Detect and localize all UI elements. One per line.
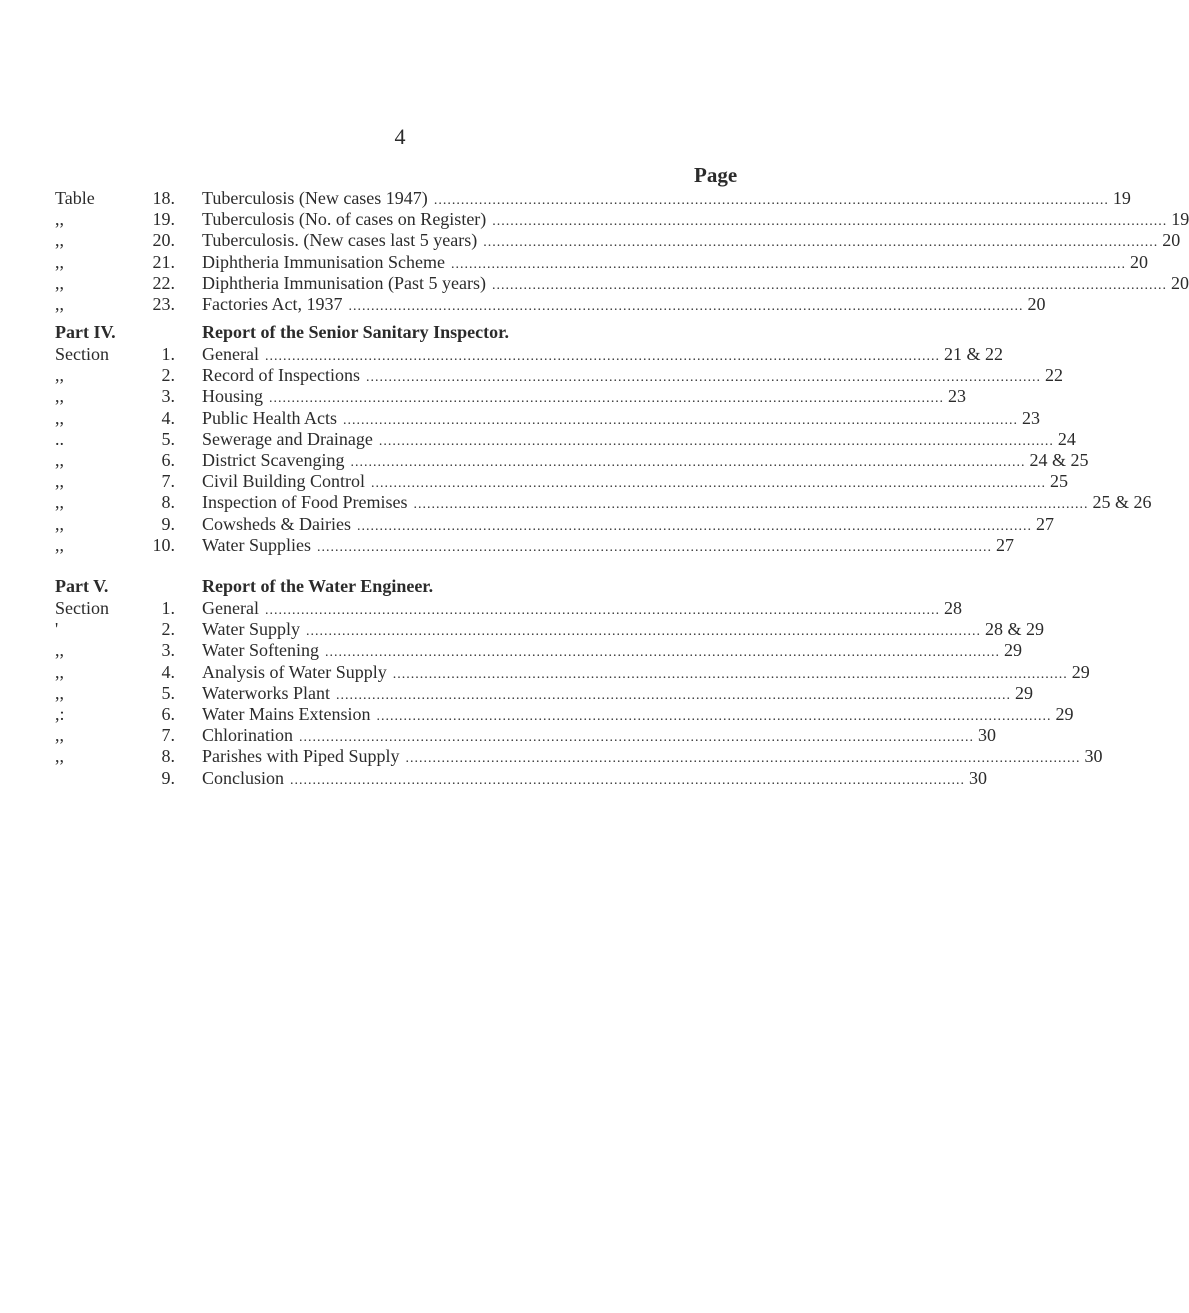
entry-title: Tuberculosis (New cases 1947) [202, 188, 428, 208]
entry-page: 20 [1027, 293, 1046, 314]
dot-leader: ...................................................................................................................................................... [392, 666, 1068, 682]
entry-label: ' [55, 619, 59, 640]
dot-leader: ...................................................................................................................................................... [450, 256, 1126, 272]
entry-label: ,, [55, 682, 64, 703]
entry-title: General [202, 598, 259, 618]
entry-page: 29 [1015, 682, 1034, 703]
entry-label: ,, [55, 365, 64, 386]
entry-title: Tuberculosis (No. of cases on Register) [202, 209, 487, 230]
entry-line [202, 188, 1131, 211]
dot-leader: ...................................................................................................................................................... [405, 751, 1081, 767]
entry-title: Conclusion [202, 767, 285, 788]
toc-entry [55, 344, 1003, 365]
entry-label: Section [55, 598, 109, 618]
dot-leader: ...................................................................................................................................................... [356, 518, 1032, 534]
entry-label: ,, [55, 449, 64, 470]
entry-label: ,, [55, 230, 64, 251]
part-v-heading-row [55, 574, 745, 598]
entry-line [202, 471, 1069, 494]
toc-entry [55, 513, 1054, 535]
dot-leader: ...................................................................................................................................................... [378, 433, 1054, 449]
part-label: Part V. [55, 576, 109, 596]
entry-page: 23 [948, 386, 967, 407]
part-v-entries [55, 598, 1103, 789]
toc-entry [55, 640, 1023, 661]
entry-title: Cowsheds & Dairies [202, 513, 351, 534]
entry-number: 6. [161, 449, 175, 470]
dot-leader: ...................................................................................................................................................... [365, 370, 1041, 386]
toc-entry [55, 746, 1103, 767]
entry-label: ,, [55, 640, 64, 661]
entry-title: Analysis of Water Supply [202, 661, 387, 682]
dot-leader: ...................................................................................................................................................... [348, 298, 1024, 314]
entry-label: Table [55, 188, 95, 208]
entry-page: 20 [1170, 272, 1189, 293]
entry-label: ,, [55, 407, 64, 428]
entry-number: 4. [161, 661, 175, 682]
entry-number: 5. [161, 682, 175, 703]
dot-leader: ...................................................................................................................................................... [264, 349, 940, 364]
dot-leader: ...................................................................................................................................................... [325, 645, 1001, 661]
entry-label: ,, [55, 746, 64, 767]
entry-label: ,: [55, 703, 65, 724]
entry-number: 3. [161, 640, 175, 661]
toc-entry [55, 661, 1090, 683]
part-heading: Report of the Senior Sanitary Inspector. [202, 322, 509, 342]
dot-leader: ...................................................................................................................................................... [342, 412, 1018, 428]
entry-line [202, 386, 967, 409]
entry-label: ,, [55, 471, 64, 492]
entry-label: ,, [55, 513, 64, 534]
entry-number: 20. [152, 230, 175, 251]
toc-entry [55, 767, 988, 789]
toc-entry [55, 386, 967, 407]
dot-leader: ...................................................................................................................................................... [491, 277, 1167, 293]
entry-title: Chlorination [202, 725, 293, 746]
entry-line [202, 293, 1046, 317]
entry-page: 19 [1171, 209, 1189, 230]
dot-leader: ...................................................................................................................................................... [376, 708, 1052, 724]
toc-entry [55, 428, 1076, 450]
entry-title: Inspection of Food Premises [202, 492, 408, 513]
entry-line [202, 746, 1103, 769]
entry-page: 25 & 26 [1092, 492, 1152, 513]
entry-label: ,, [55, 251, 64, 272]
entry-page: 30 [978, 725, 996, 746]
entry-line [202, 661, 1090, 685]
entry-number: 23. [152, 293, 175, 314]
entry-page: 24 [1057, 428, 1076, 449]
entry-page: 22 [1044, 365, 1063, 386]
entry-page: 21 & 22 [943, 344, 1003, 364]
entry-number: 2. [161, 365, 175, 386]
entry-title: Tuberculosis. (New cases last 5 years) [202, 230, 478, 251]
entry-page: 25 [1050, 471, 1069, 492]
dot-leader: ...................................................................................................................................................... [290, 772, 966, 788]
entry-title: Factories Act, 1937 [202, 293, 343, 314]
dot-leader: ...................................................................................................................................................... [264, 603, 940, 618]
page-column-header: Page [694, 163, 738, 187]
part-iv-entries [55, 344, 1152, 556]
entry-line [202, 251, 1148, 275]
entry-page: 20 [1129, 251, 1148, 272]
entry-title: Diphtheria Immunisation Scheme [202, 251, 445, 272]
entry-label: ,, [55, 492, 64, 513]
entry-number: 1. [161, 344, 175, 364]
entry-line [202, 272, 1189, 296]
entry-number: 4. [161, 407, 175, 428]
entry-number: 5. [161, 428, 175, 449]
entry-label: .. [55, 428, 64, 449]
dot-leader: ...................................................................................................................................................... [413, 497, 1089, 513]
entry-title: Parishes with Piped Supply [202, 746, 400, 767]
toc-entry [55, 449, 1089, 471]
entry-page: 30 [1084, 746, 1103, 767]
entry-page: 23 [1021, 407, 1040, 428]
toc-entry [55, 703, 1074, 725]
entry-line [202, 365, 1063, 388]
dot-leader: ...................................................................................................................................................... [336, 687, 1012, 703]
entry-line [202, 619, 1045, 642]
entry-line [202, 640, 1023, 663]
entry-number: 2. [161, 619, 175, 640]
entry-line [202, 407, 1040, 431]
toc-entry [55, 725, 996, 746]
entry-page: 29 [1055, 703, 1074, 724]
entry-title: Waterworks Plant [202, 682, 331, 703]
entry-number: 9. [161, 513, 175, 534]
dot-leader: ...................................................................................................................................................... [483, 235, 1159, 251]
entry-number: 21. [152, 251, 175, 272]
entry-label: ,, [55, 725, 64, 746]
dot-leader: ...................................................................................................................................................... [492, 214, 1168, 230]
toc-entry [55, 272, 1189, 294]
entry-label: ,, [55, 272, 64, 293]
toc-entry [55, 682, 1034, 704]
entry-number: 8. [161, 746, 175, 767]
dot-leader: ...................................................................................................................................................... [371, 476, 1047, 492]
entry-label: ,, [55, 293, 64, 314]
toc-entry [55, 619, 1045, 640]
entry-title: Civil Building Control [202, 471, 366, 492]
entry-title: Sewerage and Drainage [202, 428, 373, 449]
entry-title: Record of Inspections [202, 365, 360, 386]
entry-label: Section [55, 344, 109, 364]
part-v-section [55, 574, 1103, 789]
entry-number: 18. [152, 188, 175, 208]
entry-title: Water Supply [202, 619, 301, 640]
entry-label: ,, [55, 661, 64, 682]
entry-label: ,, [55, 386, 64, 407]
entry-line [202, 344, 1003, 367]
dot-leader: ...................................................................................................................................................... [306, 624, 982, 640]
toc-entry [55, 492, 1152, 513]
part-iv-section [55, 320, 1152, 556]
part-iv-heading-row [55, 320, 745, 344]
toc-entry [55, 471, 1069, 492]
entry-line [202, 513, 1054, 537]
entry-title: Water Supplies [202, 534, 312, 555]
toc-entry [55, 407, 1040, 429]
entry-page: 19 [1112, 188, 1131, 208]
entry-number: 7. [161, 471, 175, 492]
toc-entry [55, 534, 1015, 556]
entry-title: Public Health Acts [202, 407, 337, 428]
entry-line [202, 449, 1089, 473]
entry-page: 29 [1004, 640, 1023, 661]
entry-label: ,, [55, 534, 64, 555]
toc-entry [55, 230, 1181, 251]
entry-page: 28 [943, 598, 962, 618]
entry-number: 1. [161, 598, 175, 618]
entry-line [202, 598, 962, 621]
entry-line [202, 725, 996, 748]
entry-number: 10. [152, 534, 175, 555]
entry-page: 20 [1162, 230, 1181, 251]
dot-leader: ...................................................................................................................................................... [299, 730, 974, 746]
entry-number: 3. [161, 386, 175, 407]
entry-page: 28 & 29 [985, 619, 1045, 640]
entry-page: 27 [1035, 513, 1054, 534]
entry-line [202, 534, 1015, 558]
toc-entry [55, 293, 1046, 315]
entry-number: 8. [161, 492, 175, 513]
toc-entry [55, 209, 1189, 230]
dot-leader: ...................................................................................................................................................... [433, 193, 1109, 208]
entry-line [202, 209, 1189, 232]
entry-label: ,, [55, 209, 64, 230]
entry-line [202, 230, 1181, 253]
entry-number: 6. [161, 703, 175, 724]
entry-page: 27 [996, 534, 1015, 555]
entry-line [202, 428, 1076, 452]
entry-page: 30 [969, 767, 988, 788]
toc-entry [55, 188, 1131, 209]
entry-title: Water Mains Extension [202, 703, 371, 724]
entry-title: Housing [202, 386, 264, 407]
entry-line [202, 492, 1152, 515]
toc-entry [55, 598, 962, 619]
entry-number: 22. [152, 272, 175, 293]
entry-number: 9. [161, 767, 175, 788]
toc-entry [55, 251, 1148, 273]
entry-page: 24 & 25 [1029, 449, 1089, 470]
entry-title: Water Softening [202, 640, 320, 661]
toc-entry [55, 365, 1063, 386]
entry-line [202, 703, 1074, 727]
entry-line [202, 767, 988, 791]
dot-leader: ...................................................................................................................................................... [350, 454, 1026, 470]
dot-leader: ...................................................................................................................................................... [269, 391, 945, 407]
entry-line [202, 682, 1034, 706]
tables-list [55, 188, 1189, 315]
entry-number: 7. [161, 725, 175, 746]
entry-page: 29 [1071, 661, 1090, 682]
entry-number: 19. [152, 209, 175, 230]
part-heading: Report of the Water Engineer. [202, 576, 434, 596]
entry-title: District Scavenging [202, 449, 345, 470]
part-label: Part IV. [55, 322, 116, 342]
page-number: 4 [394, 124, 406, 149]
dot-leader: ...................................................................................................................................................... [317, 539, 993, 555]
entry-title: General [202, 344, 259, 364]
entry-title: Diphtheria Immunisation (Past 5 years) [202, 272, 486, 293]
